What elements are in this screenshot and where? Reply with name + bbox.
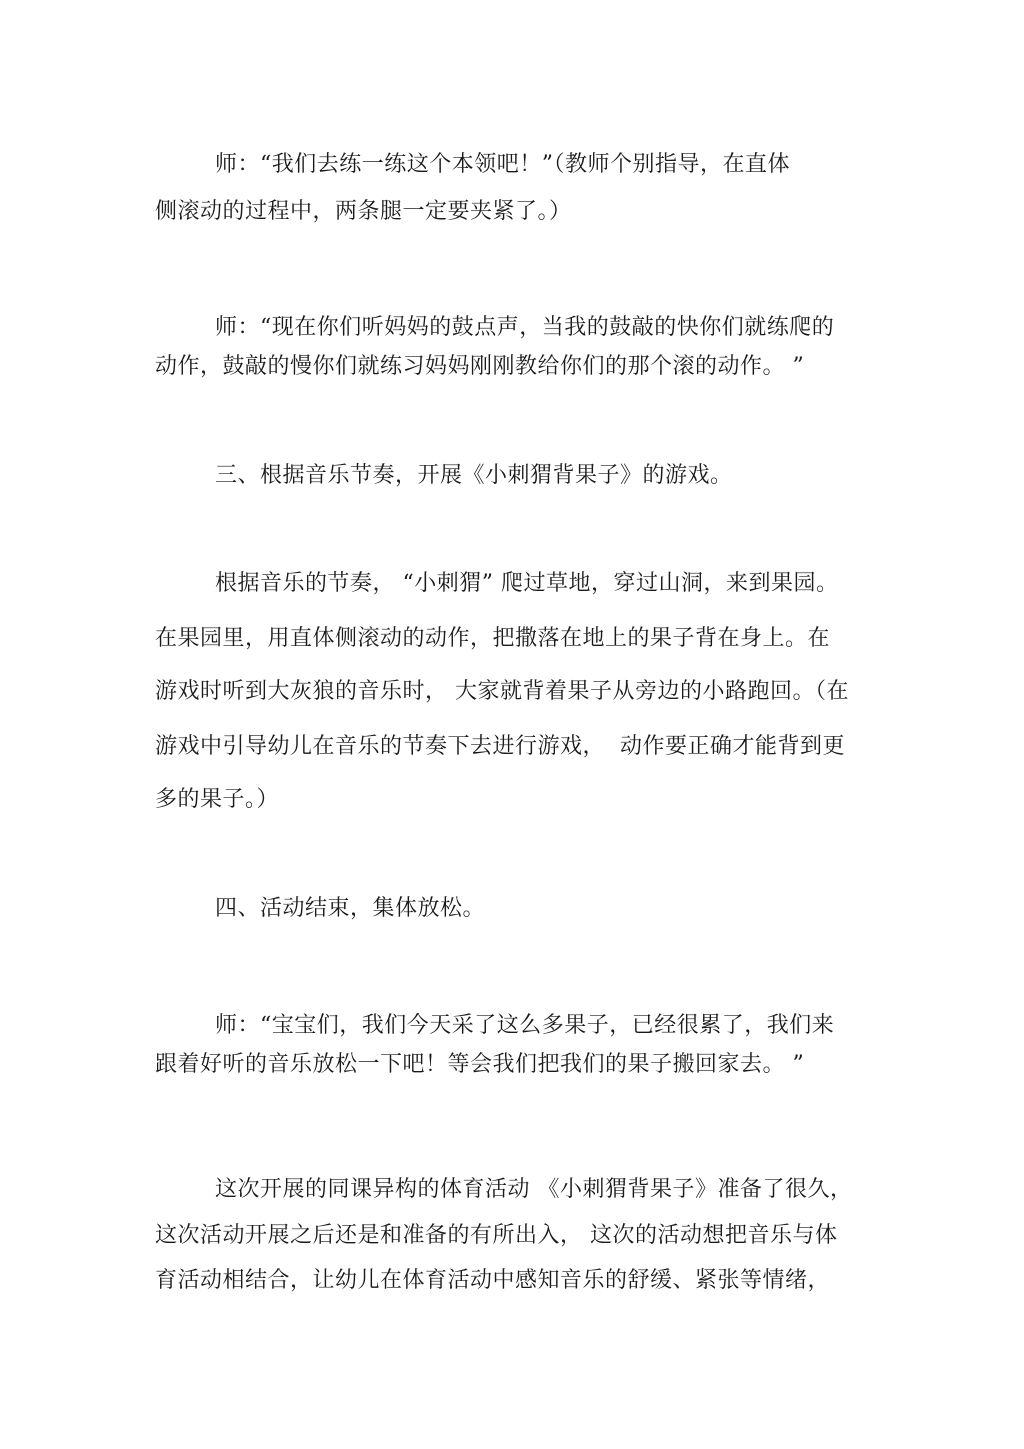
paragraph-line: 跟着好听的音乐放松一下吧！等会我们把我们的果子搬回家去。 ” (155, 1052, 805, 1077)
paragraph-line: 在果园里，用直体侧滚动的动作，把撒落在地上的果子背在身上。在 (155, 626, 831, 651)
paragraph-line: 游戏中引导幼儿在音乐的节奏下去进行游戏， 动作要正确才能背到更 (155, 734, 845, 759)
paragraph-line: 师：“现在你们听妈妈的鼓点声，当我的鼓敲的快你们就练爬的 (215, 315, 835, 340)
paragraph-line: 育活动相结合，让幼儿在体育活动中感知音乐的舒缓、紧张等情绪， (155, 1268, 831, 1293)
paragraph-line: 多的果子。） (155, 787, 280, 812)
paragraph-line: 师：“我们去练一练这个本领吧！”（教师个别指导，在直体 (215, 152, 790, 177)
paragraph-line: 游戏时听到大灰狼的音乐时， 大家就背着果子从旁边的小路跑回。（在 (155, 679, 849, 704)
paragraph-line: 这次活动开展之后还是和准备的有所出入， 这次的活动想把音乐与体 (155, 1223, 838, 1248)
section-heading: 四、活动结束，集体放松。 (215, 896, 486, 921)
paragraph-line: 根据音乐的节奏， “小刺猬” 爬过草地，穿过山洞，来到果园。 (215, 571, 839, 596)
paragraph-line: 动作，鼓敲的慢你们就练习妈妈刚刚教给你们的那个滚的动作。 ” (155, 354, 805, 379)
paragraph-line: 师：“宝宝们，我们今天采了这么多果子，已经很累了，我们来 (215, 1013, 835, 1038)
paragraph-line: 这次开展的同课异构的体育活动 《小刺猬背果子》准备了很久， (215, 1177, 853, 1202)
section-heading: 三、根据音乐节奏，开展《小刺猬背果子》的游戏。 (215, 463, 733, 488)
paragraph-line: 侧滚动的过程中，两条腿一定要夹紧了。） (155, 199, 572, 224)
